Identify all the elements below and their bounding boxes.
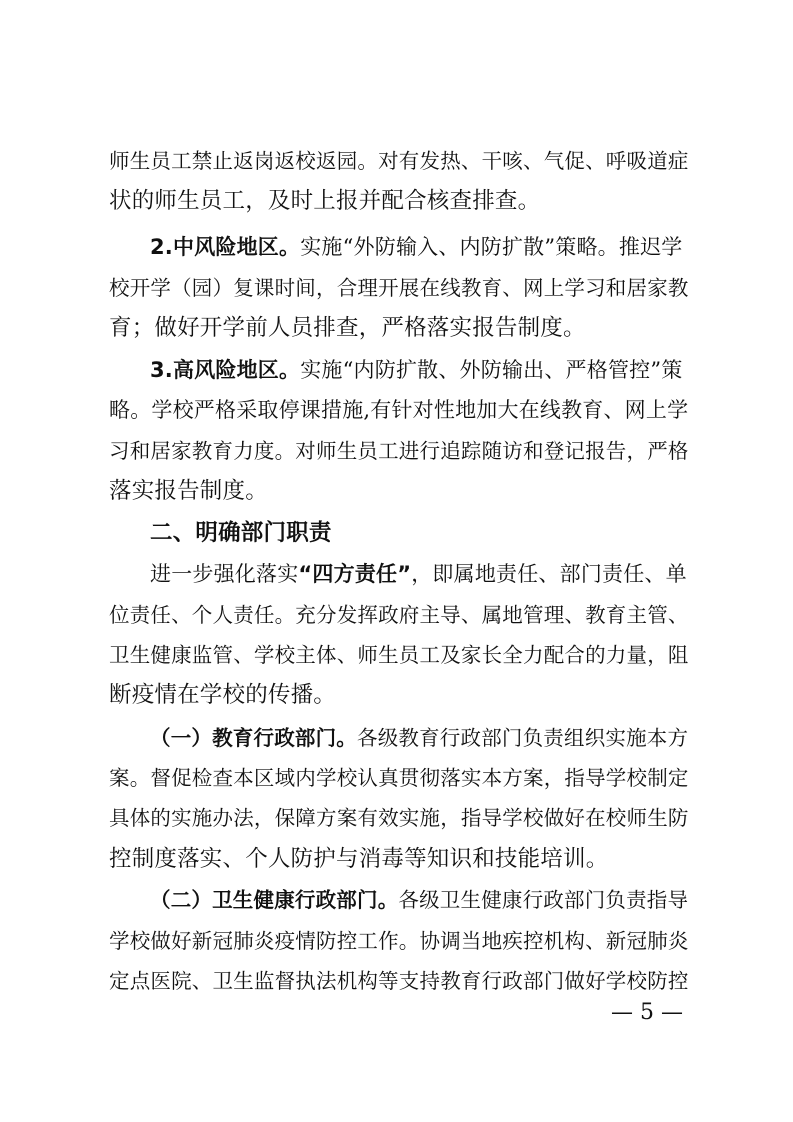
body-line-12 — [109, 595, 689, 635]
subsection-education — [150, 718, 689, 758]
text: 学校做好新冠肺炎疫情防控工作。协调当地疾控机构、新冠肺炎 — [109, 929, 689, 953]
body-line-8 — [109, 431, 689, 471]
body-line-17 — [109, 798, 689, 838]
body-line-2 — [109, 181, 689, 221]
body-line-7 — [109, 390, 689, 430]
subsection-title: （二）卫生健康行政部门。 — [150, 888, 399, 912]
text: 状的师生员工，及时上报并配合核查排查。 — [109, 188, 541, 214]
page-number: — 5 — — [611, 1000, 683, 1025]
text: 断疫情在学校的传播。 — [109, 682, 337, 708]
item-2-medium-risk — [150, 227, 689, 267]
body-line-9 — [109, 471, 689, 511]
text: ，即属地责任、部门责任、单 — [411, 562, 687, 586]
text: 落实报告制度。 — [109, 478, 268, 504]
text: 习和居家教育力度。对师生员工进行追踪随访和登记报告，严格 — [109, 439, 689, 463]
body-line-14 — [109, 675, 689, 715]
body-line-16 — [109, 758, 689, 798]
section-heading — [150, 513, 689, 553]
text: 各级教育行政部门负责组织实施本方 — [357, 726, 689, 750]
text: 卫生健康监管、学校主体、师生员工及家长全力配合的力量，阻 — [109, 643, 689, 667]
body-line-11 — [150, 554, 689, 594]
body-line-13 — [109, 635, 689, 675]
text: 实施“内防扩散、外防输出、严格管控”策 — [300, 358, 683, 382]
subsection-title: （一）教育行政部门。 — [150, 726, 357, 750]
text: 位责任、个人责任。充分发挥政府主导、属地管理、教育主管、 — [109, 603, 689, 627]
body-line-1 — [109, 141, 689, 181]
text: 案。督促检查本区域内学校认真贯彻落实本方案，指导学校制定 — [109, 766, 689, 790]
item-3-high-risk — [150, 350, 689, 390]
body-line-21 — [109, 961, 689, 1001]
body-line-5 — [109, 308, 689, 348]
subsection-health — [150, 880, 689, 920]
body-line-18 — [109, 839, 689, 879]
item-title: 3.高风险地区。 — [150, 358, 301, 382]
body-line-20 — [109, 921, 689, 961]
text: 进一步强化落实 — [150, 562, 299, 586]
body-line-4 — [109, 268, 689, 308]
text: 具体的实施办法，保障方案有效实施，指导学校做好在校师生防 — [109, 806, 689, 830]
heading-text: 二、明确部门职责 — [150, 520, 332, 546]
text: 校开学（园）复课时间，合理开展在线教育、网上学习和居家教 — [109, 276, 689, 300]
text: 略。学校严格采取停课措施,有针对性地加大在线教育、网上学 — [109, 398, 689, 422]
item-title: 2.中风险地区。 — [150, 235, 301, 259]
text: 育；做好开学前人员排查，严格落实报告制度。 — [109, 315, 586, 341]
text: 各级卫生健康行政部门负责指导 — [398, 888, 689, 912]
emphasis: “四方责任” — [298, 562, 412, 586]
text: 控制度落实、个人防护与消毒等知识和技能培训。 — [109, 846, 609, 872]
text: 定点医院、卫生监督执法机构等支持教育行政部门做好学校防控 — [109, 969, 689, 993]
text: 实施“外防输入、内防扩散”策略。推迟学 — [300, 235, 683, 259]
text: 师生员工禁止返岗返校返园。对有发热、干咳、气促、呼吸道症 — [109, 149, 689, 173]
